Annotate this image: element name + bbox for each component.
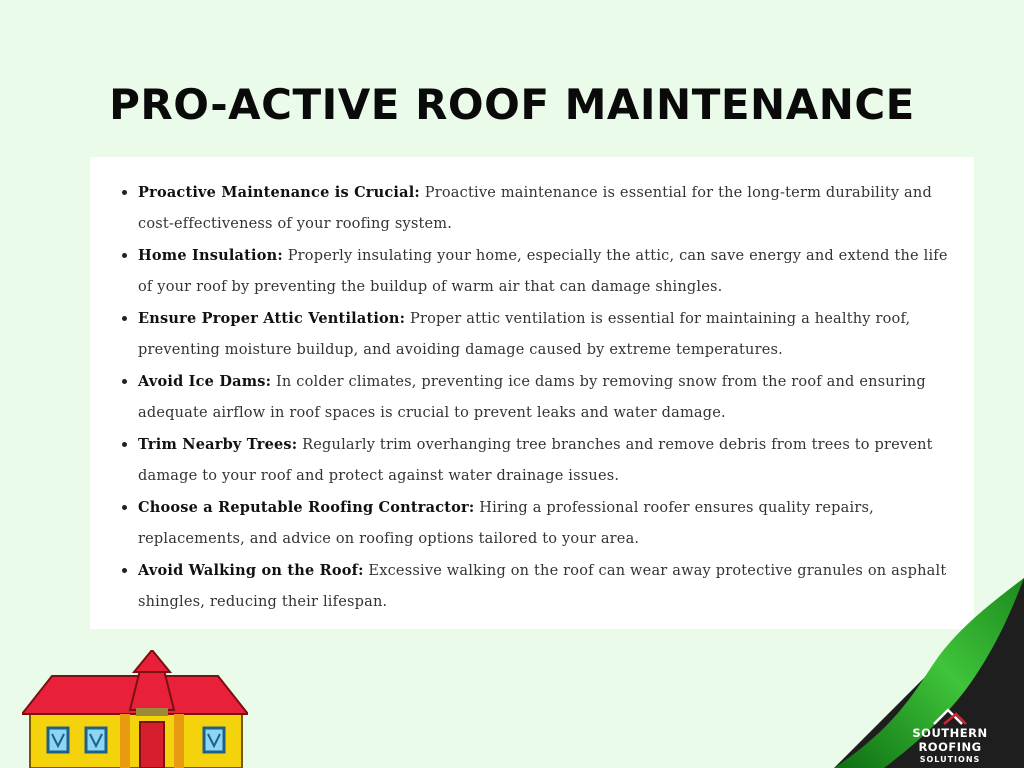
item-lead: Ensure Proper Attic Ventilation:: [138, 310, 406, 327]
item-lead: Avoid Ice Dams:: [138, 373, 272, 390]
list-item: [120, 492, 950, 555]
brand-name: SOUTHERN ROOFING: [912, 726, 988, 754]
item-text: Hiring a professional roofer ensures quality repairs, replacements, and advice on roofing options tailored to your area.: [138, 500, 874, 547]
item-text: Properly insulating your home, especially the attic, can save energy and extend the life of your roof by preventing the buildup of warm air that can damage shingles.: [138, 248, 948, 295]
item-text: Proper attic ventilation is essential for maintaining a healthy roof, preventing moisture buildup, and avoiding damage caused by extreme temperatures.: [138, 311, 911, 358]
list-item: [120, 177, 950, 240]
list-item: [120, 555, 950, 618]
item-text: Excessive walking on the roof can wear away protective granules on asphalt shingles, reducing their lifespan.: [138, 563, 947, 610]
item-text: Regularly trim overhanging tree branches and remove debris from trees to prevent damage to your roof and protect against water drainage issues.: [138, 437, 933, 484]
item-text: In colder climates, preventing ice dams by removing snow from the roof and ensuring adequate airflow in roof spaces is crucial to prevent leaks and water damage.: [138, 374, 926, 421]
item-lead: Proactive Maintenance is Crucial:: [138, 184, 420, 201]
item-lead: Choose a Reputable Roofing Contractor:: [138, 499, 475, 516]
item-lead: Home Insulation:: [138, 247, 283, 264]
item-lead: Avoid Walking on the Roof:: [138, 562, 364, 579]
page-title: PRO-ACTIVE ROOF MAINTENANCE: [109, 80, 915, 129]
list-item: [120, 429, 950, 492]
list-item: [120, 303, 950, 366]
tips-list: [120, 177, 950, 618]
item-lead: Trim Nearby Trees:: [138, 436, 298, 453]
list-item: [120, 240, 950, 303]
brand-logo: [884, 706, 1016, 764]
brand-subtitle: SOLUTIONS: [919, 755, 981, 764]
item-text: Proactive maintenance is essential for the long-term durability and cost-effectiveness of your roofing system.: [138, 185, 932, 232]
content-card: [90, 157, 974, 629]
roof-logo-icon: [932, 706, 968, 726]
house-illustration-icon: [22, 650, 248, 768]
list-item: [120, 366, 950, 429]
